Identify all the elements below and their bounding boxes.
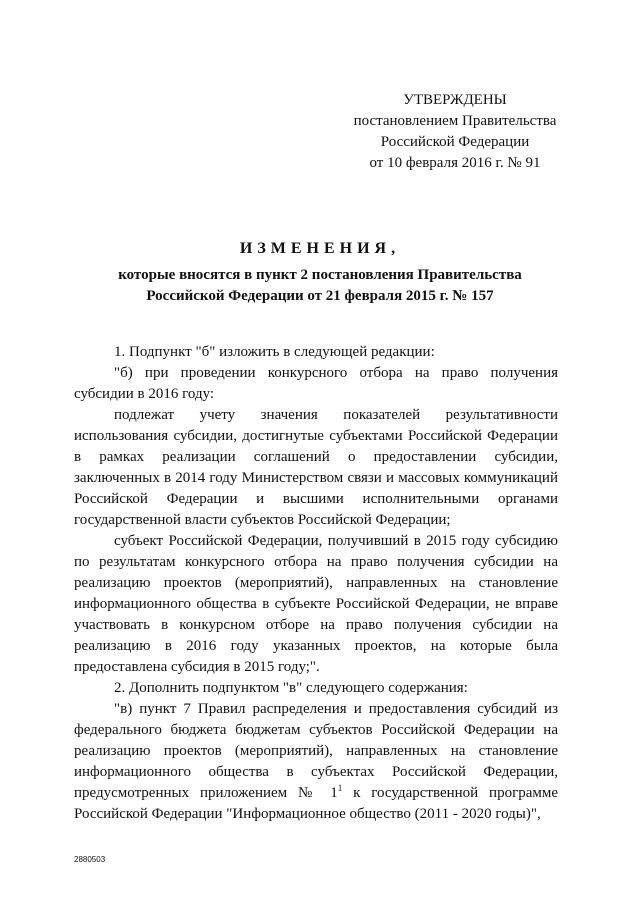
body-line: по результатам конкурсного отбора на право получения субсидии на (74, 554, 558, 570)
document-body (74, 342, 558, 825)
subtitle-line-2: Российской Федерации от 21 февраля 2015 г. № 157 (146, 288, 494, 304)
body-text: к государственной программе (353, 785, 559, 801)
approved-by-line: постановлением Правительства (353, 113, 557, 129)
subtitle-line-1: которые вносятся в пункт 2 постановления Правительства (118, 267, 522, 283)
page-code: 2880503 (74, 855, 106, 864)
approved-date-number: от 10 февраля 2016 г. № 91 (369, 155, 541, 171)
body-line: "в) пункт 7 Правил распределения и предоставления субсидий из (114, 701, 558, 717)
body-line: Российской Федерации "Информационное общество (2011 - 2020 годы)", (74, 806, 541, 822)
body-line: Российской Федерации и высшими исполнительными органами (74, 491, 558, 507)
footnote-marker: 1 (337, 783, 343, 793)
body-line: заключенных в 2014 году Министерством связи и массовых коммуникаций (74, 470, 558, 486)
body-line: подлежат учету значения показателей результативности (114, 407, 558, 423)
body-line: реализацию проектов (мероприятий), направленных на становление (74, 575, 558, 591)
body-line: информационного общества в субъектах Российской Федерации, (74, 764, 558, 780)
body-line: участвовать в конкурсном отборе на право получения субсидии на (74, 617, 558, 633)
body-line-with-footnote (74, 783, 558, 804)
paragraph-1-heading: 1. Подпункт "б" изложить в следующей редакции: (114, 344, 435, 360)
document-subtitle (0, 265, 640, 307)
approval-stamp (330, 90, 580, 174)
body-line: использования субсидии, достигнутые субъектами Российской Федерации (74, 428, 558, 444)
document-title: ИЗМЕНЕНИЯ, (239, 240, 401, 257)
body-line: государственной власти субъектов Российской Федерации; (74, 512, 451, 528)
approved-authority: Российской Федерации (380, 134, 530, 150)
body-line: в рамках реализации соглашений о предоставлении субсидии, (74, 449, 558, 465)
approved-heading: УТВЕРЖДЕНЫ (403, 92, 507, 108)
body-line: информационного общества в субъекте Российской Федерации, не вправе (74, 596, 558, 612)
body-line: реализацию проектов (мероприятий), направленных на становление (74, 743, 558, 759)
body-line: "б) при проведении конкурсного отбора на право получения (114, 365, 558, 381)
body-line: реализацию в 2016 году указанных проектов, на которые была (74, 638, 558, 654)
paragraph-2-heading: 2. Дополнить подпунктом "в" следующего содержания: (114, 680, 468, 696)
body-line: субсидии в 2016 году: (74, 386, 215, 402)
body-line: предоставлена субсидия в 2015 году;". (74, 659, 320, 675)
body-line: федерального бюджета бюджетам субъектов Российской Федерации на (74, 722, 558, 738)
body-text: предусмотренных приложением № 1 (74, 785, 338, 801)
body-line: субъект Российской Федерации, получивший в 2015 году субсидию (114, 533, 558, 549)
